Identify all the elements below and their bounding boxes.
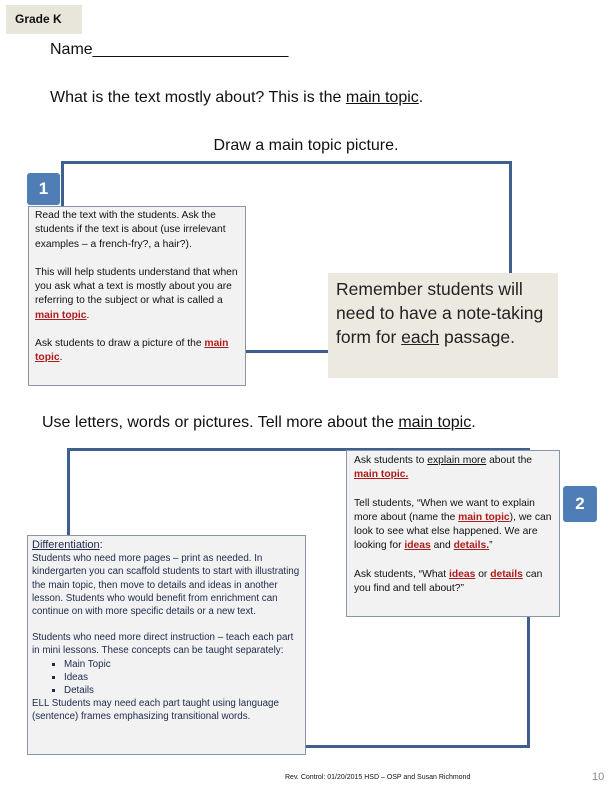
question-text: What is the text mostly about? This is the xyxy=(50,89,346,106)
differentiation-note xyxy=(27,535,306,755)
concept-list xyxy=(64,658,301,698)
reminder-note xyxy=(328,273,558,378)
text: can you find and tell about?” xyxy=(354,568,543,595)
teacher-note-2 xyxy=(346,450,560,617)
draw-prompt: Draw a main topic picture. xyxy=(213,137,399,154)
use-prompt xyxy=(42,414,476,432)
ideas-term: ideas xyxy=(404,540,431,552)
question xyxy=(50,89,423,107)
details-term: details. xyxy=(453,540,490,552)
note2-a xyxy=(354,454,552,483)
main-topic-term: main topic xyxy=(398,414,472,431)
step-badge-1: 1 xyxy=(27,173,60,205)
heading: Differentiation xyxy=(32,539,100,551)
text: : xyxy=(99,539,103,551)
teacher-note-1 xyxy=(28,206,246,386)
emphasis: each xyxy=(401,327,440,347)
main-topic-term: main topic xyxy=(345,89,419,106)
text: Use letters, words or pictures. Tell more about the xyxy=(42,414,399,431)
name-field[interactable]: Name______________________ xyxy=(50,41,289,58)
text: Ask students to xyxy=(354,455,428,466)
text: ” xyxy=(489,540,493,552)
main-topic-term: main topic xyxy=(458,511,510,523)
ideas-term: ideas xyxy=(449,568,476,580)
text: . xyxy=(86,309,90,321)
note2-b xyxy=(354,497,552,554)
text: ), we can look to see what else happened. We are looking for xyxy=(354,511,552,552)
text: or xyxy=(475,568,491,580)
note1-p2 xyxy=(35,266,239,323)
diff-p1: Students who need more pages – print as needed. In kindergarten you can scaffold students to start with illustrating the main topic, then move to details and ideas in another lesson. Students who would benefit from enrichment can continue on with more specific details or a new text. xyxy=(32,553,300,618)
text: passage. xyxy=(439,327,515,347)
note1-p1: Read the text with the students. Ask the students if the text is about (use irrelevant examples – a french-fry?, a hair?). xyxy=(35,210,226,250)
punct: . xyxy=(418,89,424,106)
diff-p3: ELL Students may need each part taught using language (sentence) frames emphasizing transitional words. xyxy=(32,698,279,723)
step-badge-2: 2 xyxy=(563,486,597,522)
diff-p2: Students who need more direct instruction – teach each part in mini lessons. These concepts can be taught separately: xyxy=(32,632,294,657)
text: about the xyxy=(486,455,533,466)
note2-c xyxy=(354,568,552,597)
main-topic-term: main topic xyxy=(35,309,87,321)
footer-revision: Rev. Control: 01/20/2015 HSD – OSP and Susan Richmond xyxy=(285,774,471,781)
text: Remember students will need to have a note-taking form for xyxy=(336,279,544,347)
text: Ask students, “What xyxy=(354,568,449,580)
note1-p3 xyxy=(35,337,239,366)
list-item: ▪ Details xyxy=(64,684,301,697)
text: Ask students to draw a picture of the xyxy=(35,338,205,350)
list-item: ▪ Ideas xyxy=(64,671,301,684)
text: Tell students, “When we want to explain more about (name the xyxy=(354,497,535,523)
main-topic-term: main topic xyxy=(35,338,229,364)
text: . xyxy=(471,414,476,431)
grade-label: Grade K xyxy=(6,5,82,34)
list-item: ▪ Main Topic xyxy=(64,658,301,671)
text: . xyxy=(59,352,63,364)
text: and xyxy=(430,540,454,552)
page-number: 10 xyxy=(592,771,605,783)
differentiation-heading xyxy=(32,539,301,552)
details-term: details xyxy=(490,568,523,580)
text: This will help students understand that when you ask what a text is mostly about you are referring to the subject or what is called a xyxy=(35,266,238,307)
main-topic-term: main topic. xyxy=(354,469,409,481)
emphasis: explain more xyxy=(427,455,487,466)
